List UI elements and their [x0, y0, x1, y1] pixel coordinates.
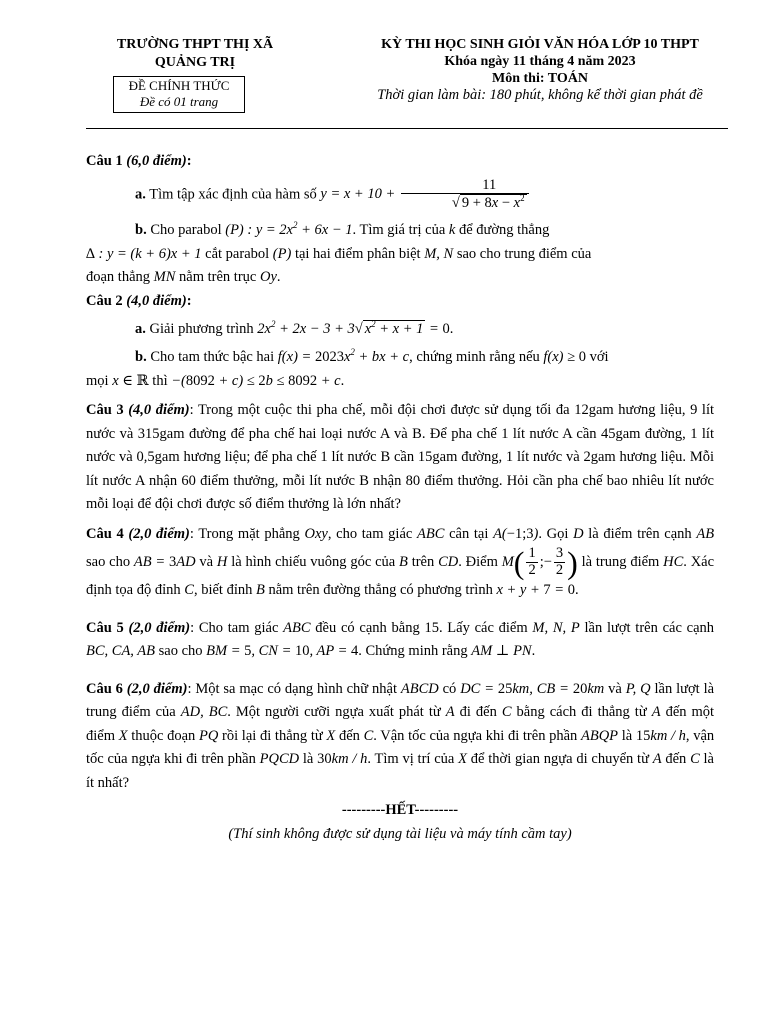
- header-divider: [86, 128, 728, 129]
- official-label: ĐỀ CHÍNH THỨC: [128, 78, 230, 93]
- end-mark: ---------HẾT---------: [341, 802, 459, 819]
- question-2a: a. Giải phương trình $2x^2 + 2x - 3 + 3√$ $x^2 + x + 1 = 0$.: [135, 319, 454, 337]
- question-6: Câu 6 (2,0 điểm): Một sa mạc có dạng hình chữ nhật ABCD có DC = 25km, CB = 20km và P, Q lần lượt là trung điểm của AD, BC. Một người cưỡi ngựa xuất phát từ A đi đến C bằng cách đi thẳng từ A đến một điểm X thuộc đoạn PQ rồi lại đi thẳng từ X đến C. Vận tốc của ngựa khi đi trên phần ABQP là 15km / h, vận tốc của ngựa khi đi trên phần PQCD là 30km / h. Tìm vị trí của X để thời gian ngựa di chuyển từ A đến C là ít nhất?: [86, 680, 715, 791]
- question-2-heading: Câu 2 (4,0 điểm):: [86, 292, 192, 309]
- question-1b-cont: ∆ : y = (k + 6)x + 1 cắt parabol (P) tại hai điểm phân biệt M, N sao cho trung điểm của: [86, 245, 592, 262]
- question-2b-cont: mọi x ∈ ℝ thì −(8092 + c) ≤ 2b ≤ 8092 + c.: [86, 372, 345, 389]
- school-name-line1: TRƯỜNG THPT THỊ XÃ: [116, 37, 274, 52]
- question-1-heading: Câu 1 (6,0 điểm):: [86, 153, 192, 169]
- official-exam-box: [113, 76, 245, 113]
- question-2b: b. Cho tam thức bậc hai $f(x) = 2023x^2$ + bx + c, chứng minh rằng nếu f(x) ≥ 0 với: [135, 347, 609, 366]
- exam-time-note: Thời gian làm bài: 180 phút, không kể thời gian phát đề: [377, 87, 703, 103]
- exam-info: [330, 36, 750, 104]
- question-3: Câu 3 (4,0 điểm): Trong một cuộc thi pha chế, mỗi đội chơi được sử dụng tối đa 12gam hương liệu, 9 lít nước và 315gam đường để pha chế hai loại nước A và B. Để pha chế 1 lít nước A cần 45gam đường, 1 lít nước và 0,5gam hương liệu; để pha chế 1 lít nước B cần 15gam đường, 1 lít nước và 2gam hương liệu. Mỗi lít nước A nhận 60 điểm thưởng, mỗi lít nước B nhận 80 điểm thưởng. Hỏi cần pha chế bao nhiêu lít nước mỗi loại để đội chơi được số điểm thưởng là lớn nhất?: [86, 402, 714, 513]
- question-1b: b. Cho parabol (P) : $y = 2x^2 + 6x - 1$. Tìm giá trị của k để đường thẳng: [135, 220, 550, 239]
- exam-header: [0, 36, 768, 128]
- footer-note: (Thí sinh không được sử dụng tài liệu và máy tính cầm tay): [228, 825, 572, 842]
- question-1a: a. Tìm tập xác định của hàm số y = x + 10 + $\frac{11}{√ 9 + 8x - x^2}$: [86, 178, 714, 213]
- question-1b-cont2: đoạn thẳng MN nằm trên trục Oy.: [86, 269, 281, 286]
- question-5: Câu 5 (2,0 điểm): Cho tam giác ABC đều có cạnh bằng 15. Lấy các điểm M, N, P lần lượt trên các cạnh BC, CA, AB sao cho BM = 5, CN = 10, AP = 4. Chứng minh rằng AM ⊥ PN.: [86, 619, 715, 660]
- exam-date: Khóa ngày 11 tháng 4 năm 2023: [444, 54, 636, 69]
- question-4: Câu 4 (2,0 điểm): Trong mặt phẳng Oxy, cho tam giác ABC cân tại A(−1;3). Gọi D là điểm trên cạnh AB sao cho AB = 3AD và H là hình chiếu vuông góc của B trên CD. Điểm M( $\frac{1}{2}$ ;− $\frac{3}{2}$ ) là trung điểm HC. Xác định tọa độ đỉnh C, biết đỉnh B nằm trên đường thẳng có phương trình x + y + 7 = 0.: [86, 525, 715, 599]
- exam-body: [86, 150, 714, 846]
- exam-subject: Môn thi: TOÁN: [492, 71, 588, 86]
- school-name-line2: QUẢNG TRỊ: [154, 55, 236, 70]
- pages-note: Đề có 01 trang: [139, 94, 219, 109]
- exam-title: KỲ THI HỌC SINH GIỎI VĂN HÓA LỚP 10 THPT: [381, 37, 699, 52]
